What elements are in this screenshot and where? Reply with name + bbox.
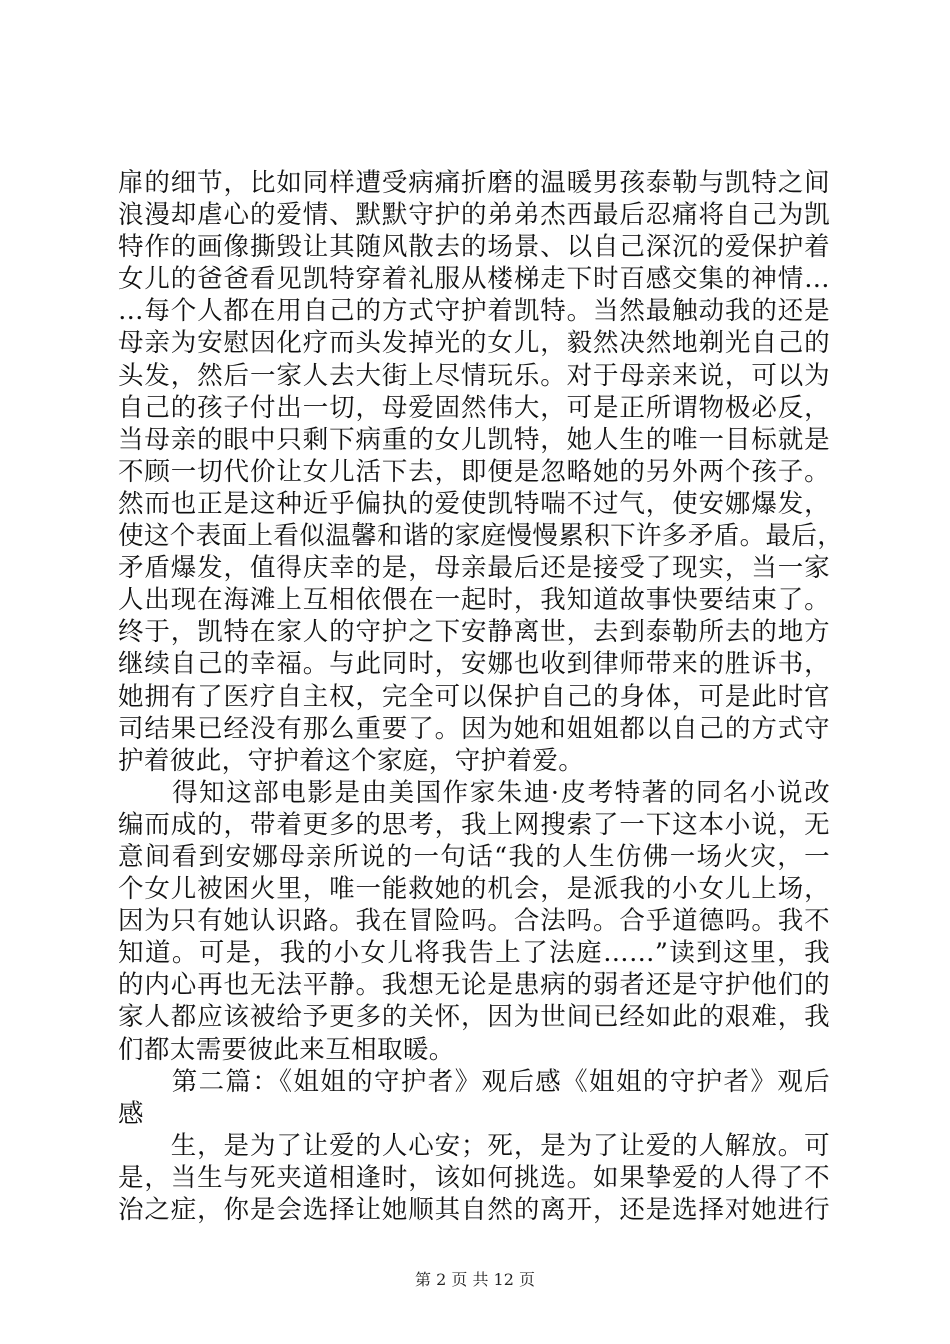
- text-line: 生，是为了让爱的人心安；死，是为了让爱的人解放。可: [118, 1130, 830, 1161]
- text-line: 是，当生与死夹道相逢时，该如何挑选。如果挚爱的人得了不: [118, 1162, 830, 1193]
- text-line: 头发，然后一家人去大街上尽情玩乐。对于母亲来说，可以为: [118, 360, 830, 391]
- text-line: 治之症，你是会选择让她顺其自然的离开，还是选择对她进行: [118, 1195, 830, 1225]
- text-line: 浪漫却虐心的爱情、默默守护的弟弟杰西最后忍痛将自己为凯: [118, 200, 830, 231]
- body-text: [118, 167, 844, 1226]
- text-line: 编而成的，带着更多的思考，我上网搜索了一下这本小说，无: [118, 809, 830, 840]
- text-line: 感: [118, 1098, 144, 1129]
- text-line: 使这个表面上看似温馨和谐的家庭慢慢累积下许多矛盾。最后，: [118, 521, 844, 552]
- text-line: 她拥有了医疗自主权，完全可以保护自己的身体，可是此时官: [118, 681, 830, 712]
- text-line: 母亲为安慰因化疗而头发掉光的女儿，毅然决然地剃光自己的: [118, 328, 830, 359]
- text-line: 不顾一切代价让女儿活下去，即便是忽略她的另外两个孩子。: [118, 456, 830, 487]
- text-line: 的内心再也无法平静。我想无论是患病的弱者还是守护他们的: [118, 970, 830, 1001]
- text-line: 女儿的爸爸看见凯特穿着礼服从楼梯走下时百感交集的神情…: [118, 264, 830, 295]
- text-line: 得知这部电影是由美国作家朱迪·皮考特著的同名小说改: [118, 777, 830, 808]
- text-line: 人出现在海滩上互相依偎在一起时，我知道故事快要结束了。: [118, 585, 830, 616]
- text-line: 知道。可是，我的小女儿将我告上了法庭……”读到这里，我: [118, 938, 830, 969]
- text-line: 自己的孩子付出一切，母爱固然伟大，可是正所谓物极必反，: [118, 392, 830, 423]
- text-line: 护着彼此，守护着这个家庭，守护着爱。: [118, 745, 585, 776]
- text-line: 特作的画像撕毁让其随风散去的场景、以自己深沉的爱保护着: [118, 232, 830, 263]
- text-line: 继续自己的幸福。与此同时，安娜也收到律师带来的胜诉书，: [118, 649, 830, 680]
- text-line: 然而也正是这种近乎偏执的爱使凯特喘不过气，使安娜爆发，: [118, 488, 830, 519]
- text-line: 意间看到安娜母亲所说的一句话“我的人生仿佛一场火灾，一: [118, 841, 830, 872]
- text-line: 家人都应该被给予更多的关怀，因为世间已经如此的艰难，我: [118, 1002, 830, 1033]
- text-line: 司结果已经没有那么重要了。因为她和姐姐都以自己的方式守: [118, 713, 830, 744]
- text-line: 们都太需要彼此来互相取暖。: [118, 1034, 455, 1065]
- text-line: 当母亲的眼中只剩下病重的女儿凯特，她人生的唯一目标就是: [118, 424, 830, 455]
- text-line: 矛盾爆发，值得庆幸的是，母亲最后还是接受了现实，当一家: [118, 553, 830, 584]
- page-footer: 第 2 页 共 12 页: [415, 1270, 535, 1289]
- text-line: 第二篇：《姐姐的守护者》观后感《姐姐的守护者》观后: [118, 1066, 830, 1097]
- text-line: 终于，凯特在家人的守护之下安静离世，去到泰勒所去的地方: [118, 617, 830, 648]
- text-line: 因为只有她认识路。我在冒险吗。合法吗。合乎道德吗。我不: [118, 906, 830, 937]
- text-line: …每个人都在用自己的方式守护着凯特。当然最触动我的还是: [118, 296, 830, 327]
- text-line: 扉的细节，比如同样遭受病痛折磨的温暖男孩泰勒与凯特之间: [118, 168, 830, 198]
- text-line: 个女儿被困火里，唯一能救她的机会，是派我的小女儿上场，: [118, 874, 830, 905]
